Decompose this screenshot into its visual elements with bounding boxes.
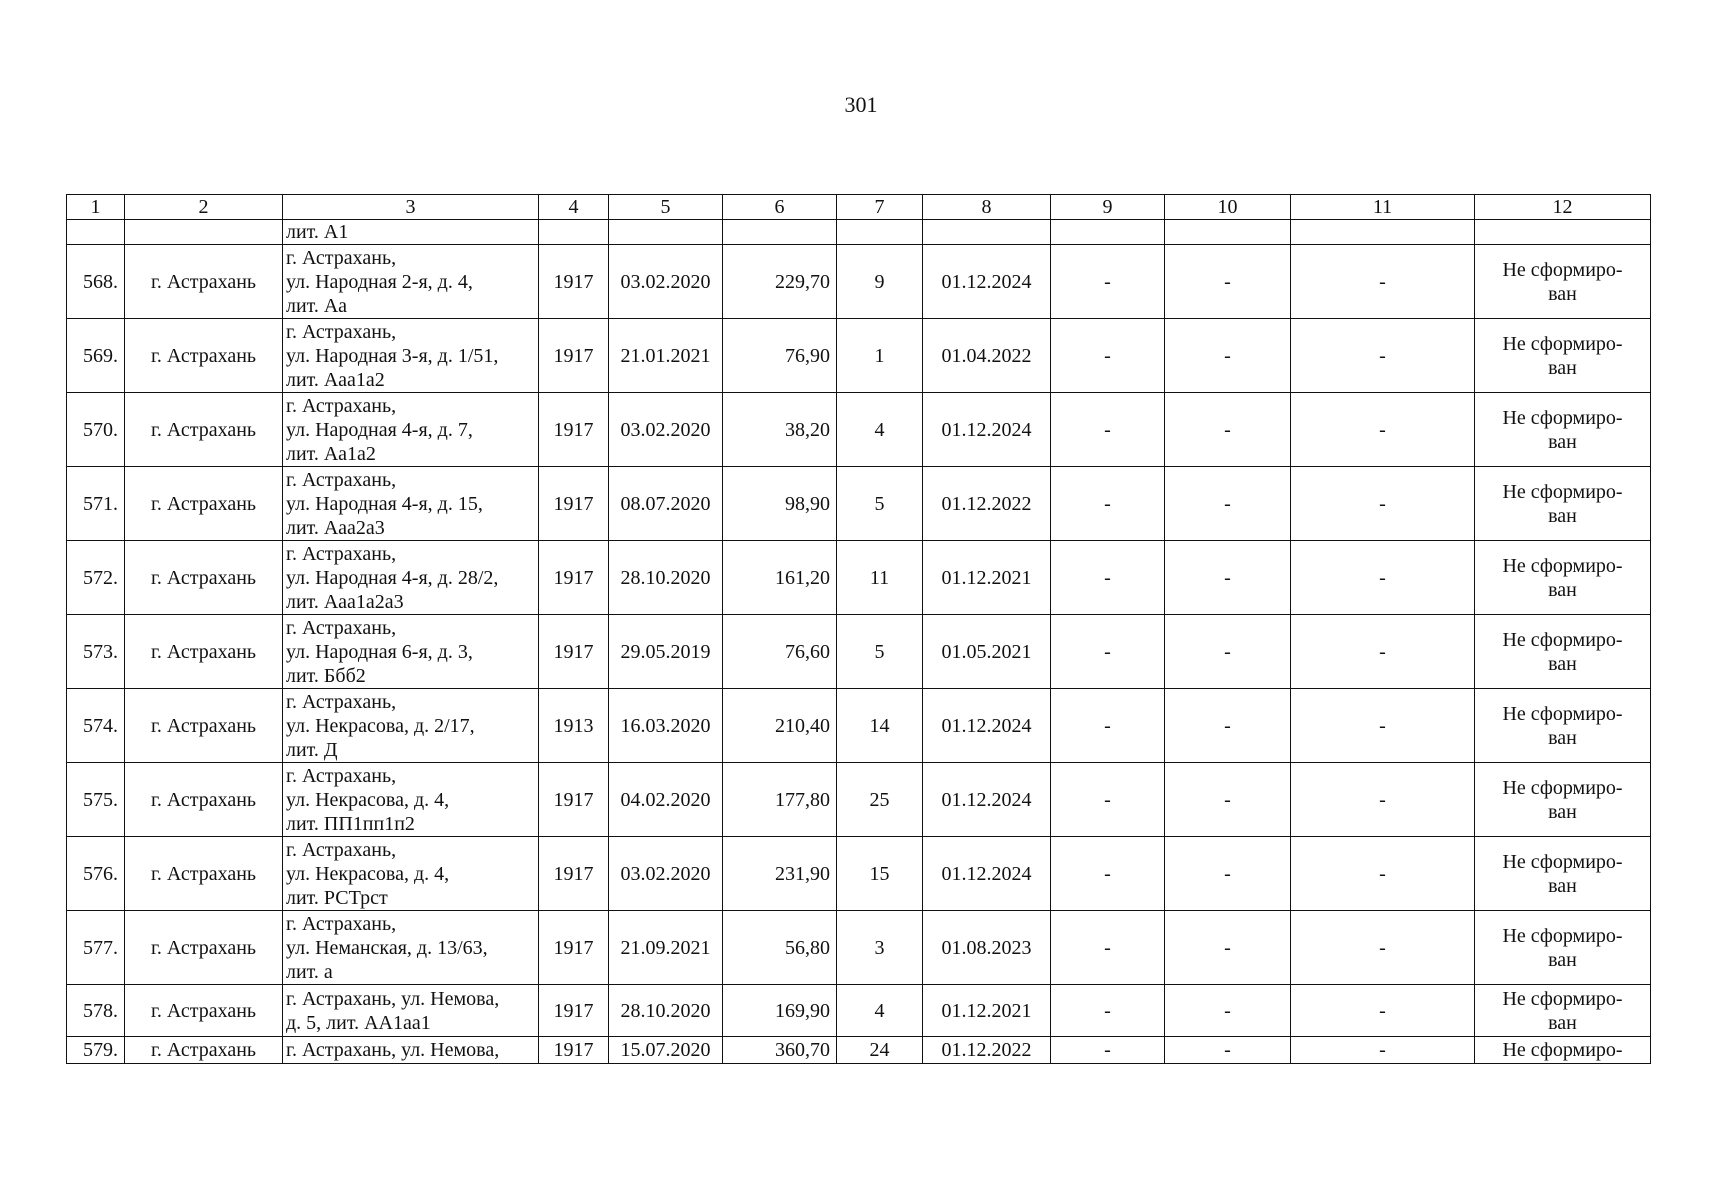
table-cell (723, 220, 837, 245)
year-cell: 1917 (539, 837, 609, 911)
address-cell (283, 393, 539, 467)
address-cell (283, 985, 539, 1037)
count-cell: 24 (837, 1037, 923, 1064)
count-cell: 9 (837, 245, 923, 319)
table-row (67, 615, 1651, 689)
address-line: г. Астрахань, (286, 838, 397, 861)
area-cell: 177,80 (723, 763, 837, 837)
status-cell (1475, 837, 1651, 911)
column-header-3: 3 (283, 195, 539, 220)
status-cell (1475, 245, 1651, 319)
status-cell (1475, 689, 1651, 763)
dash-cell: - (1051, 319, 1165, 393)
address-line: ул. Народная 6-я, д. 3, (286, 640, 473, 663)
dash-cell: - (1051, 245, 1165, 319)
registry-table (66, 194, 1651, 1064)
status-line: ван (1548, 800, 1577, 823)
dash-cell: - (1051, 615, 1165, 689)
city-cell: г. Астрахань (125, 911, 283, 985)
table-row (67, 763, 1651, 837)
address-line: лит. РСТрст (286, 886, 388, 909)
date-cell: 21.09.2021 (609, 911, 723, 985)
dash-cell: - (1291, 763, 1475, 837)
area-cell: 76,60 (723, 615, 837, 689)
deadline-cell: 01.12.2024 (923, 837, 1051, 911)
address-line: д. 5, лит. АА1аа1 (286, 1011, 431, 1034)
column-header-9: 9 (1051, 195, 1165, 220)
city-cell: г. Астрахань (125, 985, 283, 1037)
status-line: ван (1548, 504, 1577, 527)
year-cell: 1917 (539, 319, 609, 393)
year-cell: 1917 (539, 393, 609, 467)
status-line: ван (1548, 282, 1577, 305)
dash-cell: - (1165, 837, 1291, 911)
status-cell (1475, 541, 1651, 615)
city-cell: г. Астрахань (125, 245, 283, 319)
row-number-cell: 577. (67, 911, 125, 985)
dash-cell: - (1291, 245, 1475, 319)
address-line: лит. Аа1а2 (286, 442, 376, 465)
row-number-cell: 570. (67, 393, 125, 467)
status-cell (1475, 985, 1651, 1037)
status-line: ван (1548, 652, 1577, 675)
address-line: лит. а (286, 960, 333, 983)
date-cell: 16.03.2020 (609, 689, 723, 763)
area-cell: 56,80 (723, 911, 837, 985)
table-cell (923, 220, 1051, 245)
count-cell: 3 (837, 911, 923, 985)
address-line: ул. Народная 3-я, д. 1/51, (286, 344, 499, 367)
address-cell: лит. А1 (283, 220, 539, 245)
status-line: ван (1548, 430, 1577, 453)
count-cell: 5 (837, 467, 923, 541)
column-header-12: 12 (1475, 195, 1651, 220)
address-cell (283, 467, 539, 541)
address-line: ул. Неманская, д. 13/63, (286, 936, 488, 959)
header-row (67, 195, 1651, 220)
table-row (67, 541, 1651, 615)
dash-cell: - (1291, 615, 1475, 689)
table-cell (1165, 220, 1291, 245)
dash-cell: - (1051, 911, 1165, 985)
status-cell (1475, 615, 1651, 689)
address-line: г. Астрахань, ул. Немова, (286, 987, 500, 1010)
count-cell: 4 (837, 985, 923, 1037)
deadline-cell: 01.12.2024 (923, 245, 1051, 319)
status-line: ван (1548, 948, 1577, 971)
date-cell: 15.07.2020 (609, 1037, 723, 1064)
status-cell (1475, 911, 1651, 985)
dash-cell: - (1051, 393, 1165, 467)
row-number-cell: 568. (67, 245, 125, 319)
status-line: Не сформиро- (1502, 258, 1623, 281)
row-number-cell: 578. (67, 985, 125, 1037)
table-row (67, 467, 1651, 541)
city-cell: г. Астрахань (125, 467, 283, 541)
address-line: лит. Ббб2 (286, 664, 366, 687)
dash-cell: - (1165, 615, 1291, 689)
date-cell: 08.07.2020 (609, 467, 723, 541)
table-cell (125, 220, 283, 245)
status-cell (1475, 1037, 1651, 1064)
status-line: Не сформиро- (1502, 1039, 1623, 1061)
status-line: Не сформиро- (1502, 850, 1623, 873)
address-line: г. Астрахань, (286, 394, 397, 417)
city-cell: г. Астрахань (125, 319, 283, 393)
area-cell: 161,20 (723, 541, 837, 615)
status-line: Не сформиро- (1502, 628, 1623, 651)
dash-cell: - (1291, 467, 1475, 541)
deadline-cell: 01.12.2024 (923, 689, 1051, 763)
address-cell (283, 319, 539, 393)
deadline-cell: 01.04.2022 (923, 319, 1051, 393)
dash-cell: - (1291, 911, 1475, 985)
table-row (67, 689, 1651, 763)
city-cell: г. Астрахань (125, 837, 283, 911)
address-line: ул. Народная 2-я, д. 4, (286, 270, 473, 293)
year-cell: 1917 (539, 245, 609, 319)
status-cell (1475, 763, 1651, 837)
date-cell: 29.05.2019 (609, 615, 723, 689)
dash-cell: - (1165, 541, 1291, 615)
year-cell: 1917 (539, 467, 609, 541)
year-cell: 1917 (539, 985, 609, 1037)
deadline-cell: 01.12.2021 (923, 541, 1051, 615)
column-header-1: 1 (67, 195, 125, 220)
city-cell: г. Астрахань (125, 615, 283, 689)
dash-cell: - (1051, 1037, 1165, 1064)
row-number-cell: 579. (67, 1037, 125, 1064)
column-header-8: 8 (923, 195, 1051, 220)
year-cell: 1917 (539, 615, 609, 689)
table-row (67, 985, 1651, 1037)
table-row (67, 393, 1651, 467)
row-number-cell: 571. (67, 467, 125, 541)
area-cell: 231,90 (723, 837, 837, 911)
count-cell: 25 (837, 763, 923, 837)
address-line: лит. Аа (286, 294, 347, 317)
city-cell: г. Астрахань (125, 1037, 283, 1064)
dash-cell: - (1165, 467, 1291, 541)
continuation-row (67, 220, 1651, 245)
dash-cell: - (1165, 911, 1291, 985)
date-cell: 28.10.2020 (609, 985, 723, 1037)
address-line: лит. Ааа1а2 (286, 368, 385, 391)
row-number-cell: 573. (67, 615, 125, 689)
dash-cell: - (1165, 245, 1291, 319)
date-cell: 28.10.2020 (609, 541, 723, 615)
column-header-7: 7 (837, 195, 923, 220)
dash-cell: - (1165, 763, 1291, 837)
dash-cell: - (1051, 541, 1165, 615)
status-line: ван (1548, 726, 1577, 749)
address-cell (283, 541, 539, 615)
deadline-cell: 01.12.2024 (923, 763, 1051, 837)
column-header-10: 10 (1165, 195, 1291, 220)
deadline-cell: 01.05.2021 (923, 615, 1051, 689)
status-line: Не сформиро- (1502, 702, 1623, 725)
address-cell (283, 763, 539, 837)
address-line: лит. Ааа2а3 (286, 516, 385, 539)
table-cell (837, 220, 923, 245)
deadline-cell: 01.12.2022 (923, 467, 1051, 541)
area-cell: 210,40 (723, 689, 837, 763)
status-line: ван (1548, 1011, 1577, 1034)
table-row (67, 319, 1651, 393)
year-cell: 1917 (539, 911, 609, 985)
dash-cell: - (1051, 763, 1165, 837)
area-cell: 76,90 (723, 319, 837, 393)
dash-cell: - (1051, 985, 1165, 1037)
address-cell (283, 689, 539, 763)
address-cell (283, 911, 539, 985)
count-cell: 4 (837, 393, 923, 467)
dash-cell: - (1165, 689, 1291, 763)
status-line: ван (1548, 356, 1577, 379)
date-cell: 21.01.2021 (609, 319, 723, 393)
dash-cell: - (1051, 689, 1165, 763)
status-line: ван (1548, 874, 1577, 897)
dash-cell: - (1165, 1037, 1291, 1064)
dash-cell: - (1291, 1037, 1475, 1064)
dash-cell: - (1165, 985, 1291, 1037)
area-cell: 229,70 (723, 245, 837, 319)
address-cell (283, 837, 539, 911)
table-row (67, 837, 1651, 911)
deadline-cell: 01.08.2023 (923, 911, 1051, 985)
status-line: Не сформиро- (1502, 987, 1623, 1010)
table-cell (1291, 220, 1475, 245)
dash-cell: - (1291, 541, 1475, 615)
deadline-cell: 01.12.2021 (923, 985, 1051, 1037)
dash-cell: - (1291, 837, 1475, 911)
year-cell: 1913 (539, 689, 609, 763)
city-cell: г. Астрахань (125, 763, 283, 837)
count-cell: 11 (837, 541, 923, 615)
address-line: ул. Некрасова, д. 2/17, (286, 714, 475, 737)
count-cell: 1 (837, 319, 923, 393)
address-line: ул. Народная 4-я, д. 28/2, (286, 566, 499, 589)
dash-cell: - (1051, 837, 1165, 911)
row-number-cell: 574. (67, 689, 125, 763)
table-cell (539, 220, 609, 245)
column-header-6: 6 (723, 195, 837, 220)
address-line: ул. Народная 4-я, д. 15, (286, 492, 483, 515)
dash-cell: - (1291, 985, 1475, 1037)
status-line: Не сформиро- (1502, 406, 1623, 429)
deadline-cell: 01.12.2024 (923, 393, 1051, 467)
dash-cell: - (1051, 467, 1165, 541)
address-line: лит. ПП1пп1п2 (286, 812, 415, 835)
table-cell (1051, 220, 1165, 245)
date-cell: 03.02.2020 (609, 837, 723, 911)
table-row (67, 911, 1651, 985)
dash-cell: - (1291, 393, 1475, 467)
address-line: ул. Народная 4-я, д. 7, (286, 418, 473, 441)
address-line: лит. Ааа1а2а3 (286, 590, 404, 613)
area-cell: 169,90 (723, 985, 837, 1037)
dash-cell: - (1291, 689, 1475, 763)
count-cell: 14 (837, 689, 923, 763)
dash-cell: - (1165, 393, 1291, 467)
status-line: Не сформиро- (1502, 480, 1623, 503)
year-cell: 1917 (539, 1037, 609, 1064)
address-line: г. Астрахань, (286, 616, 397, 639)
page-number: 301 (844, 92, 878, 117)
column-header-5: 5 (609, 195, 723, 220)
row-number-cell: 575. (67, 763, 125, 837)
status-line: Не сформиро- (1502, 924, 1623, 947)
dash-cell: - (1291, 319, 1475, 393)
area-cell: 98,90 (723, 467, 837, 541)
table-row (67, 245, 1651, 319)
table-cell (67, 220, 125, 245)
address-line: г. Астрахань, (286, 320, 397, 343)
column-header-4: 4 (539, 195, 609, 220)
status-cell (1475, 393, 1651, 467)
row-number-cell: 576. (67, 837, 125, 911)
address-cell (283, 245, 539, 319)
address-line: ул. Некрасова, д. 4, (286, 862, 450, 885)
year-cell: 1917 (539, 763, 609, 837)
status-cell (1475, 467, 1651, 541)
count-cell: 5 (837, 615, 923, 689)
deadline-cell: 01.12.2022 (923, 1037, 1051, 1064)
column-header-11: 11 (1291, 195, 1475, 220)
status-line: ван (1548, 578, 1577, 601)
table-cell (1475, 220, 1651, 245)
address-cell (283, 615, 539, 689)
date-cell: 04.02.2020 (609, 763, 723, 837)
status-cell (1475, 319, 1651, 393)
row-number-cell: 569. (67, 319, 125, 393)
area-cell: 38,20 (723, 393, 837, 467)
address-line: лит. Д (286, 738, 338, 761)
date-cell: 03.02.2020 (609, 245, 723, 319)
status-line: Не сформиро- (1502, 332, 1623, 355)
address-line: г. Астрахань, (286, 542, 397, 565)
city-cell: г. Астрахань (125, 393, 283, 467)
status-line: Не сформиро- (1502, 776, 1623, 799)
dash-cell: - (1165, 319, 1291, 393)
address-line: г. Астрахань, (286, 246, 397, 269)
address-cell (283, 1037, 539, 1064)
status-line: Не сформиро- (1502, 554, 1623, 577)
column-header-2: 2 (125, 195, 283, 220)
address-line: ул. Некрасова, д. 4, (286, 788, 450, 811)
address-line: г. Астрахань, (286, 690, 397, 713)
address-line: г. Астрахань, (286, 468, 397, 491)
address-line: г. Астрахань, (286, 912, 397, 935)
count-cell: 15 (837, 837, 923, 911)
date-cell: 03.02.2020 (609, 393, 723, 467)
year-cell: 1917 (539, 541, 609, 615)
city-cell: г. Астрахань (125, 689, 283, 763)
table-row (67, 1037, 1651, 1064)
city-cell: г. Астрахань (125, 541, 283, 615)
table-cell (609, 220, 723, 245)
row-number-cell: 572. (67, 541, 125, 615)
address-line: г. Астрахань, ул. Немова, (286, 1039, 500, 1061)
address-line: г. Астрахань, (286, 764, 397, 787)
area-cell: 360,70 (723, 1037, 837, 1064)
